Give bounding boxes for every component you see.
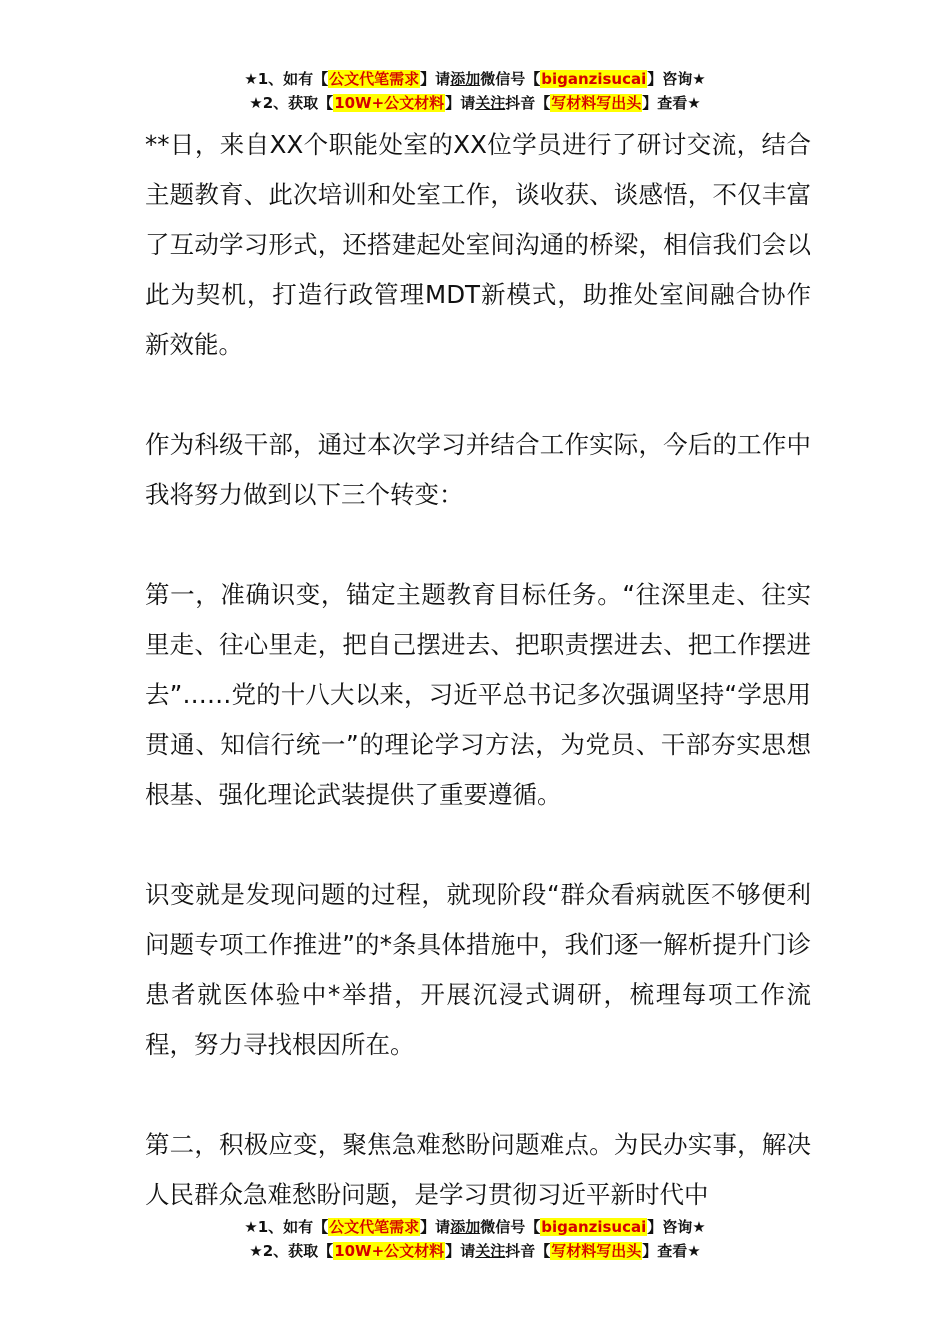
banner-highlight-douyin-account: 写材料写出头 <box>551 94 642 112</box>
banner-line-1 <box>0 68 950 92</box>
paragraph: 第一，准确识变，锚定主题教育目标任务。“往深里走、往实里走、往心里走，把自己摆进去、把职责摆进去、把工作摆进去”……党的十八大以来，习近平总书记多次强调坚持“学思用贯通、知信行统一”的理论学习方法，为党员、干部夯实思想根基、强化理论武装提供了重要遵循。 <box>145 580 811 809</box>
banner-text: ★2、获取【 <box>249 94 334 112</box>
banner-text: 】查看★ <box>642 94 701 112</box>
banner-text: ★1、如有【 <box>244 1218 329 1236</box>
banner-text: 】查看★ <box>642 1242 701 1260</box>
paragraph: **日，来自XX个职能处室的XX位学员进行了研讨交流，结合主题教育、此次培训和处室工作，谈收获、谈感悟，不仅丰富了互动学习形式，还搭建起处室间沟通的桥梁，相信我们会以此为契机，打造行政管理MDT新模式，助推处室间融合协作新效能。 <box>145 130 811 359</box>
document-body <box>145 120 811 1220</box>
footer-banner <box>0 1216 950 1264</box>
paragraph: 作为科级干部，通过本次学习并结合工作实际，今后的工作中我将努力做到以下三个转变： <box>145 430 811 509</box>
paragraph: 第二，积极应变，聚焦急难愁盼问题难点。为民办实事，解决人民群众急难愁盼问题，是学习贯彻习近平新时代中 <box>145 1130 811 1209</box>
paragraph: 识变就是发现问题的过程，就现阶段“群众看病就医不够便利问题专项工作推进”的*条具体措施中，我们逐一解析提升门诊患者就医体验中*举措，开展沉浸式调研，梳理每项工作流程，努力寻找根因所在。 <box>145 880 811 1059</box>
banner-text: 】咨询★ <box>647 70 706 88</box>
banner-text: 抖音【 <box>505 94 551 112</box>
banner-text: 】咨询★ <box>647 1218 706 1236</box>
banner-highlight-wechat-id: biganzisucai <box>541 1218 647 1236</box>
banner-highlight-wechat-id: biganzisucai <box>541 70 647 88</box>
banner-text: 微信号【 <box>480 70 541 88</box>
banner-text: 】请 <box>445 1242 476 1260</box>
banner-text: ★1、如有【 <box>244 70 329 88</box>
banner-line-1 <box>0 1216 950 1240</box>
banner-highlight-douyin-account: 写材料写出头 <box>551 1242 642 1260</box>
banner-underline-add: 添加 <box>450 70 481 88</box>
banner-highlight-materials: 10W+公文材料 <box>334 94 445 112</box>
banner-line-2 <box>0 1240 950 1264</box>
banner-text: 】请 <box>420 1218 451 1236</box>
banner-underline-follow: 关注 <box>475 94 506 112</box>
banner-text: 】请 <box>445 94 476 112</box>
banner-highlight-service: 公文代笔需求 <box>329 70 420 88</box>
banner-text: 抖音【 <box>505 1242 551 1260</box>
banner-line-2 <box>0 92 950 116</box>
banner-text: 微信号【 <box>480 1218 541 1236</box>
banner-highlight-materials: 10W+公文材料 <box>334 1242 445 1260</box>
banner-highlight-service: 公文代笔需求 <box>329 1218 420 1236</box>
banner-text: 】请 <box>420 70 451 88</box>
header-banner <box>0 68 950 116</box>
banner-text: ★2、获取【 <box>249 1242 334 1260</box>
banner-underline-follow: 关注 <box>475 1242 506 1260</box>
banner-underline-add: 添加 <box>450 1218 481 1236</box>
